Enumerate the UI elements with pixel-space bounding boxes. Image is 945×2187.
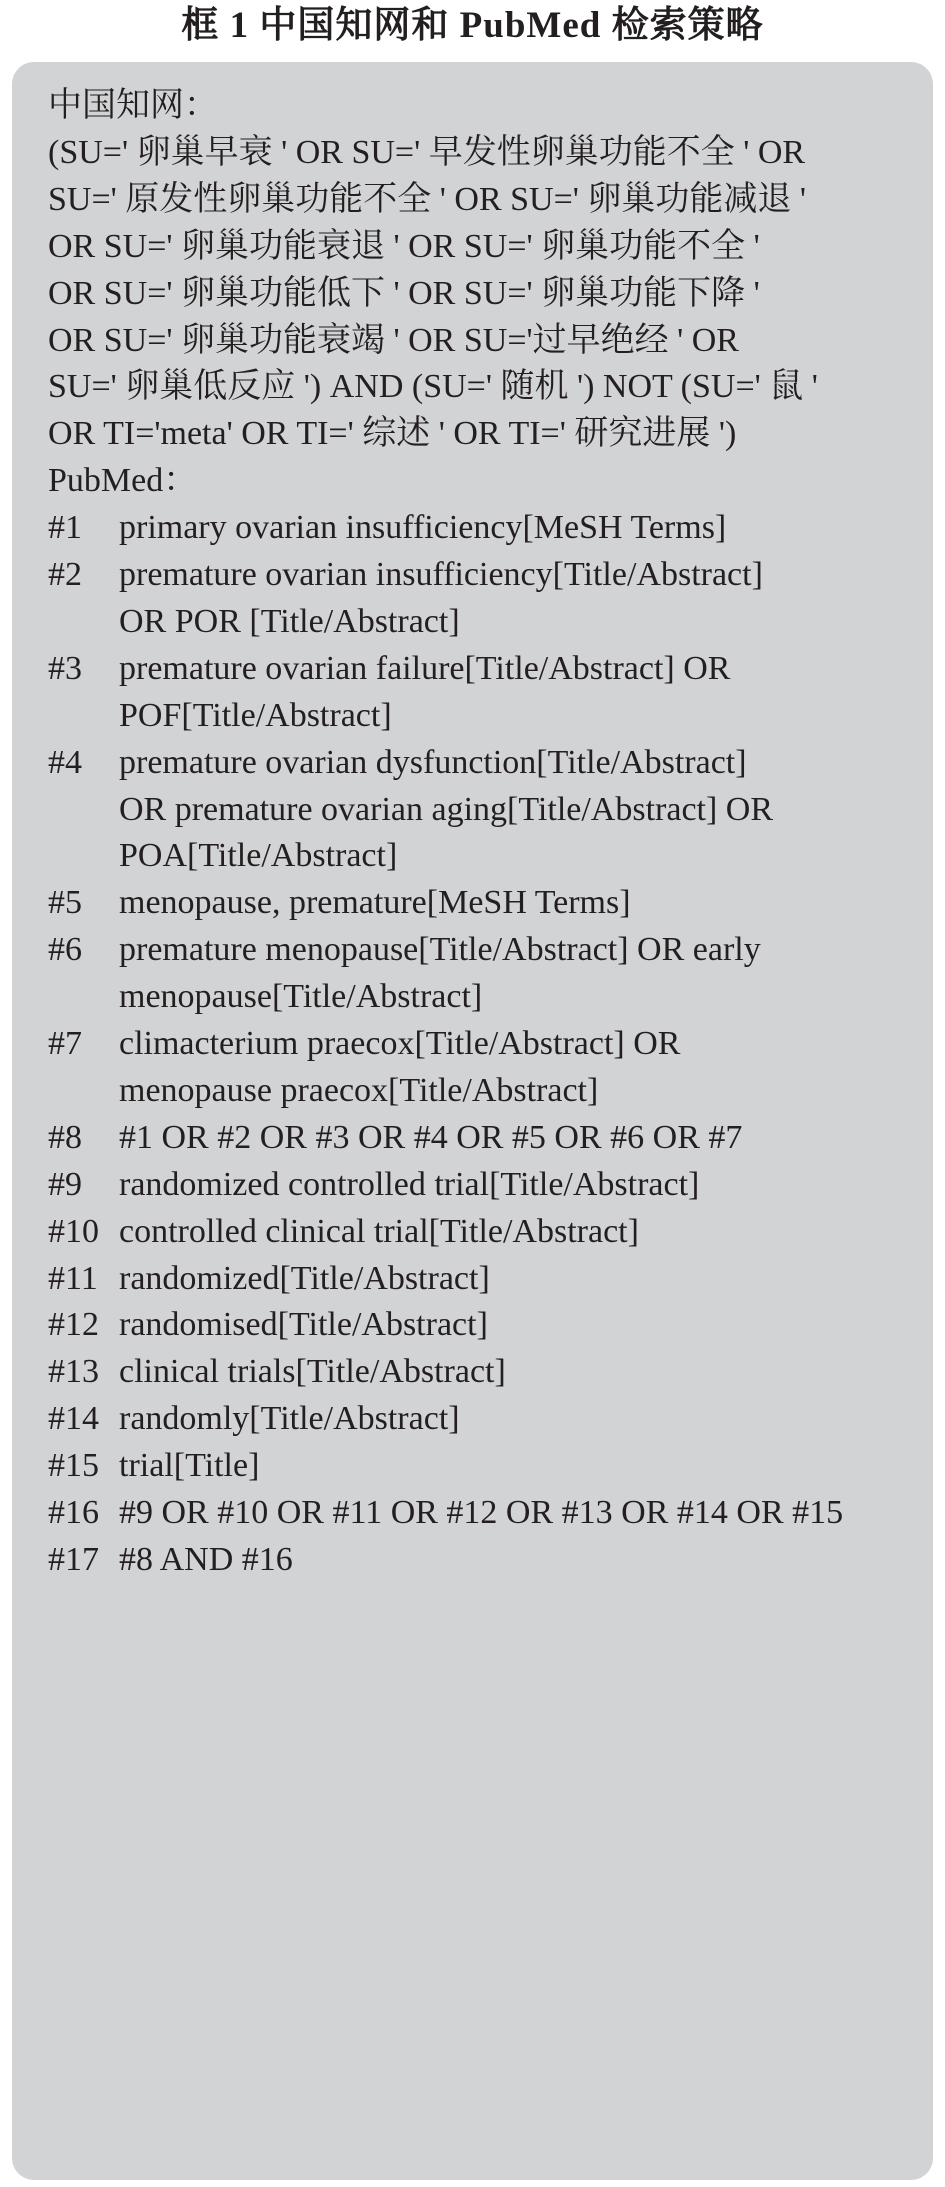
pubmed-entry-number: #4 (48, 743, 82, 781)
pubmed-entry-text: controlled clinical trial[Title/Abstract] (119, 1212, 639, 1250)
search-strategy-box (12, 62, 933, 2180)
cnki-heading: 中国知网： (48, 87, 218, 124)
cnki-query-text: SU=' 卵巢低反应 ') AND (SU=' 随机 ') NOT (SU=' 鼠 ' (48, 368, 818, 406)
pubmed-entry-text: premature menopause[Title/Abstract] OR early (119, 931, 761, 969)
pubmed-entry-number: #6 (48, 931, 82, 969)
pubmed-entry-text: POF[Title/Abstract] (119, 696, 392, 734)
pubmed-entry-text: randomly[Title/Abstract] (119, 1400, 460, 1438)
pubmed-entry-number: #8 (48, 1118, 82, 1156)
pubmed-entry-text: OR POR [Title/Abstract] (119, 602, 460, 640)
pubmed-entry (12, 1527, 933, 1592)
pubmed-entry-text: #8 AND #16 (119, 1540, 293, 1578)
pubmed-entry-text: POA[Title/Abstract] (119, 837, 398, 875)
cnki-query-text: OR SU=' 卵巢功能衰竭 ' OR SU='过早绝经 ' OR (48, 321, 739, 359)
pubmed-entry-text: menopause, premature[MeSH Terms] (119, 884, 631, 922)
pubmed-entry-text: premature ovarian failure[Title/Abstract] OR (119, 649, 731, 687)
box-caption: 框 1 中国知网和 PubMed 检索策略 (181, 5, 764, 46)
pubmed-entry-text: primary ovarian insufficiency[MeSH Terms] (119, 509, 727, 547)
pubmed-entry-number: #2 (48, 556, 82, 593)
pubmed-entry-text: menopause[Title/Abstract] (119, 978, 483, 1016)
pubmed-entry-text: randomized controlled trial[Title/Abstract] (119, 1165, 700, 1203)
cnki-query-text: OR SU=' 卵巢功能衰退 ' OR SU=' 卵巢功能不全 ' (48, 227, 760, 265)
pubmed-entry-number: #10 (48, 1212, 99, 1250)
pubmed-entry-number: #17 (48, 1540, 99, 1578)
cnki-query-text: (SU=' 卵巢早衰 ' OR SU=' 早发性卵巢功能不全 ' OR (48, 133, 806, 171)
cnki-query-text: OR SU=' 卵巢功能低下 ' OR SU=' 卵巢功能下降 ' (48, 274, 760, 312)
pubmed-entry-text: #9 OR #10 OR #11 OR #12 OR #13 OR #14 OR #15 (119, 1494, 844, 1531)
pubmed-entry-text: #1 OR #2 OR #3 OR #4 OR #5 OR #6 OR #7 (119, 1118, 743, 1156)
pubmed-entry-number: #5 (48, 884, 82, 922)
pubmed-entry-number: #11 (48, 1259, 98, 1297)
pubmed-entry-number: #15 (48, 1447, 99, 1485)
pubmed-entry-text: premature ovarian dysfunction[Title/Abstract] (119, 743, 747, 781)
pubmed-entry-text: trial[Title] (119, 1447, 260, 1485)
pubmed-entry-text: climacterium praecox[Title/Abstract] OR (119, 1025, 681, 1062)
pubmed-entry-number: #9 (48, 1165, 82, 1203)
pubmed-entry-text: randomised[Title/Abstract] (119, 1306, 488, 1344)
pubmed-entry-text: randomized[Title/Abstract] (119, 1259, 490, 1297)
pubmed-entry-number: #16 (48, 1494, 99, 1531)
pubmed-entry-number: #7 (48, 1025, 82, 1062)
pubmed-entry-text: menopause praecox[Title/Abstract] (119, 1071, 599, 1109)
pubmed-entry-text: clinical trials[Title/Abstract] (119, 1353, 506, 1391)
cnki-query-text: OR TI='meta' OR TI=' 综述 ' OR TI=' 研究进展 ') (48, 415, 737, 453)
pubmed-entry-text: OR premature ovarian aging[Title/Abstract] OR (119, 790, 774, 828)
pubmed-entry-number: #3 (48, 649, 82, 687)
pubmed-entry-number: #14 (48, 1400, 99, 1438)
pubmed-entry-number: #13 (48, 1353, 99, 1391)
pubmed-entry-number: #12 (48, 1306, 99, 1344)
pubmed-entry-number: #1 (48, 509, 82, 547)
pubmed-heading: PubMed： (48, 462, 198, 500)
pubmed-entry-text: premature ovarian insufficiency[Title/Abstract] (119, 556, 763, 593)
cnki-query-text: SU=' 原发性卵巢功能不全 ' OR SU=' 卵巢功能减退 ' (48, 180, 807, 218)
